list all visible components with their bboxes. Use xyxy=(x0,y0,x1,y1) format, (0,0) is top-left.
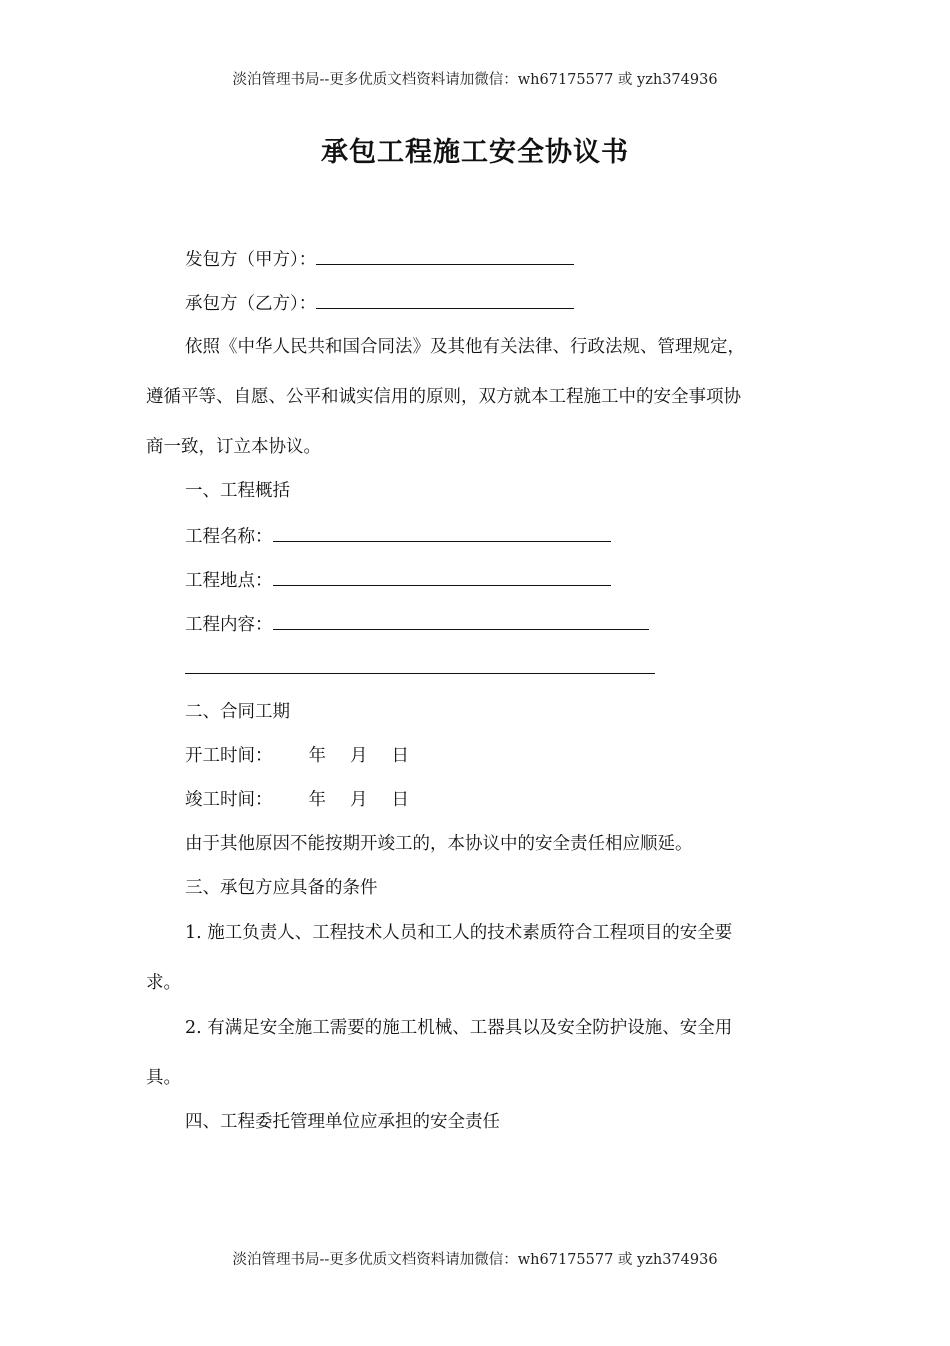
section-1-title: 一、工程概括 xyxy=(185,481,290,501)
intro-line-2: 遵循平等、自愿、公平和诚实信用的原则，双方就本工程施工中的安全事项协 xyxy=(146,387,741,407)
end-day-unit: 日 xyxy=(391,790,409,810)
party-b-row xyxy=(185,290,574,316)
project-content-label: 工程内容： xyxy=(185,615,273,635)
intro-line-1: 依照《中华人民共和国合同法》及其他有关法律、行政法规、管理规定， xyxy=(185,337,745,357)
delay-note: 由于其他原因不能按期开竣工的，本协议中的安全责任相应顺延。 xyxy=(185,834,693,854)
party-a-label: 发包方（甲方）： xyxy=(185,250,317,270)
page-header-note: 淡泊管理书局--更多优质文档资料请加微信：wh67175577 或 yzh374936 xyxy=(232,72,718,88)
end-date-row xyxy=(185,788,409,812)
section-3-title: 三、承包方应具备的条件 xyxy=(185,878,378,898)
page-footer-note: 淡泊管理书局--更多优质文档资料请加微信：wh67175577 或 yzh374936 xyxy=(232,1252,718,1268)
project-name-label: 工程名称： xyxy=(185,527,273,547)
project-content-row xyxy=(185,611,649,637)
section-2-title: 二、合同工期 xyxy=(185,702,290,722)
project-content-blank-2 xyxy=(185,655,655,674)
party-a-row xyxy=(185,246,574,272)
start-label: 开工时间： xyxy=(185,746,273,766)
item-1-line-2: 求。 xyxy=(146,973,181,993)
start-date-row xyxy=(185,744,409,768)
start-year-unit: 年 xyxy=(308,746,326,766)
start-day-unit: 日 xyxy=(391,746,409,766)
intro-line-3: 商一致，订立本协议。 xyxy=(146,437,321,457)
document-title: 承包工程施工安全协议书 xyxy=(321,137,629,168)
project-content-blank xyxy=(273,611,649,630)
end-year-unit: 年 xyxy=(308,790,326,810)
party-a-blank xyxy=(316,246,574,265)
project-site-blank xyxy=(273,567,611,586)
end-label: 竣工时间： xyxy=(185,790,273,810)
start-month-unit: 月 xyxy=(350,746,368,766)
section-4-title: 四、工程委托管理单位应承担的安全责任 xyxy=(185,1112,500,1132)
item-2-line-2: 具。 xyxy=(146,1068,181,1088)
party-b-label: 承包方（乙方）： xyxy=(185,294,317,314)
project-site-label: 工程地点： xyxy=(185,571,273,591)
item-1-line-1: 1. 施工负责人、工程技术人员和工人的技术素质符合工程项目的安全要 xyxy=(185,923,733,943)
project-content-continuation xyxy=(185,655,655,681)
project-site-row xyxy=(185,567,611,593)
party-b-blank xyxy=(316,290,574,309)
item-2-line-1: 2. 有满足安全施工需要的施工机械、工器具以及安全防护设施、安全用 xyxy=(185,1018,733,1038)
project-name-row xyxy=(185,523,611,549)
end-month-unit: 月 xyxy=(350,790,368,810)
project-name-blank xyxy=(273,523,611,542)
